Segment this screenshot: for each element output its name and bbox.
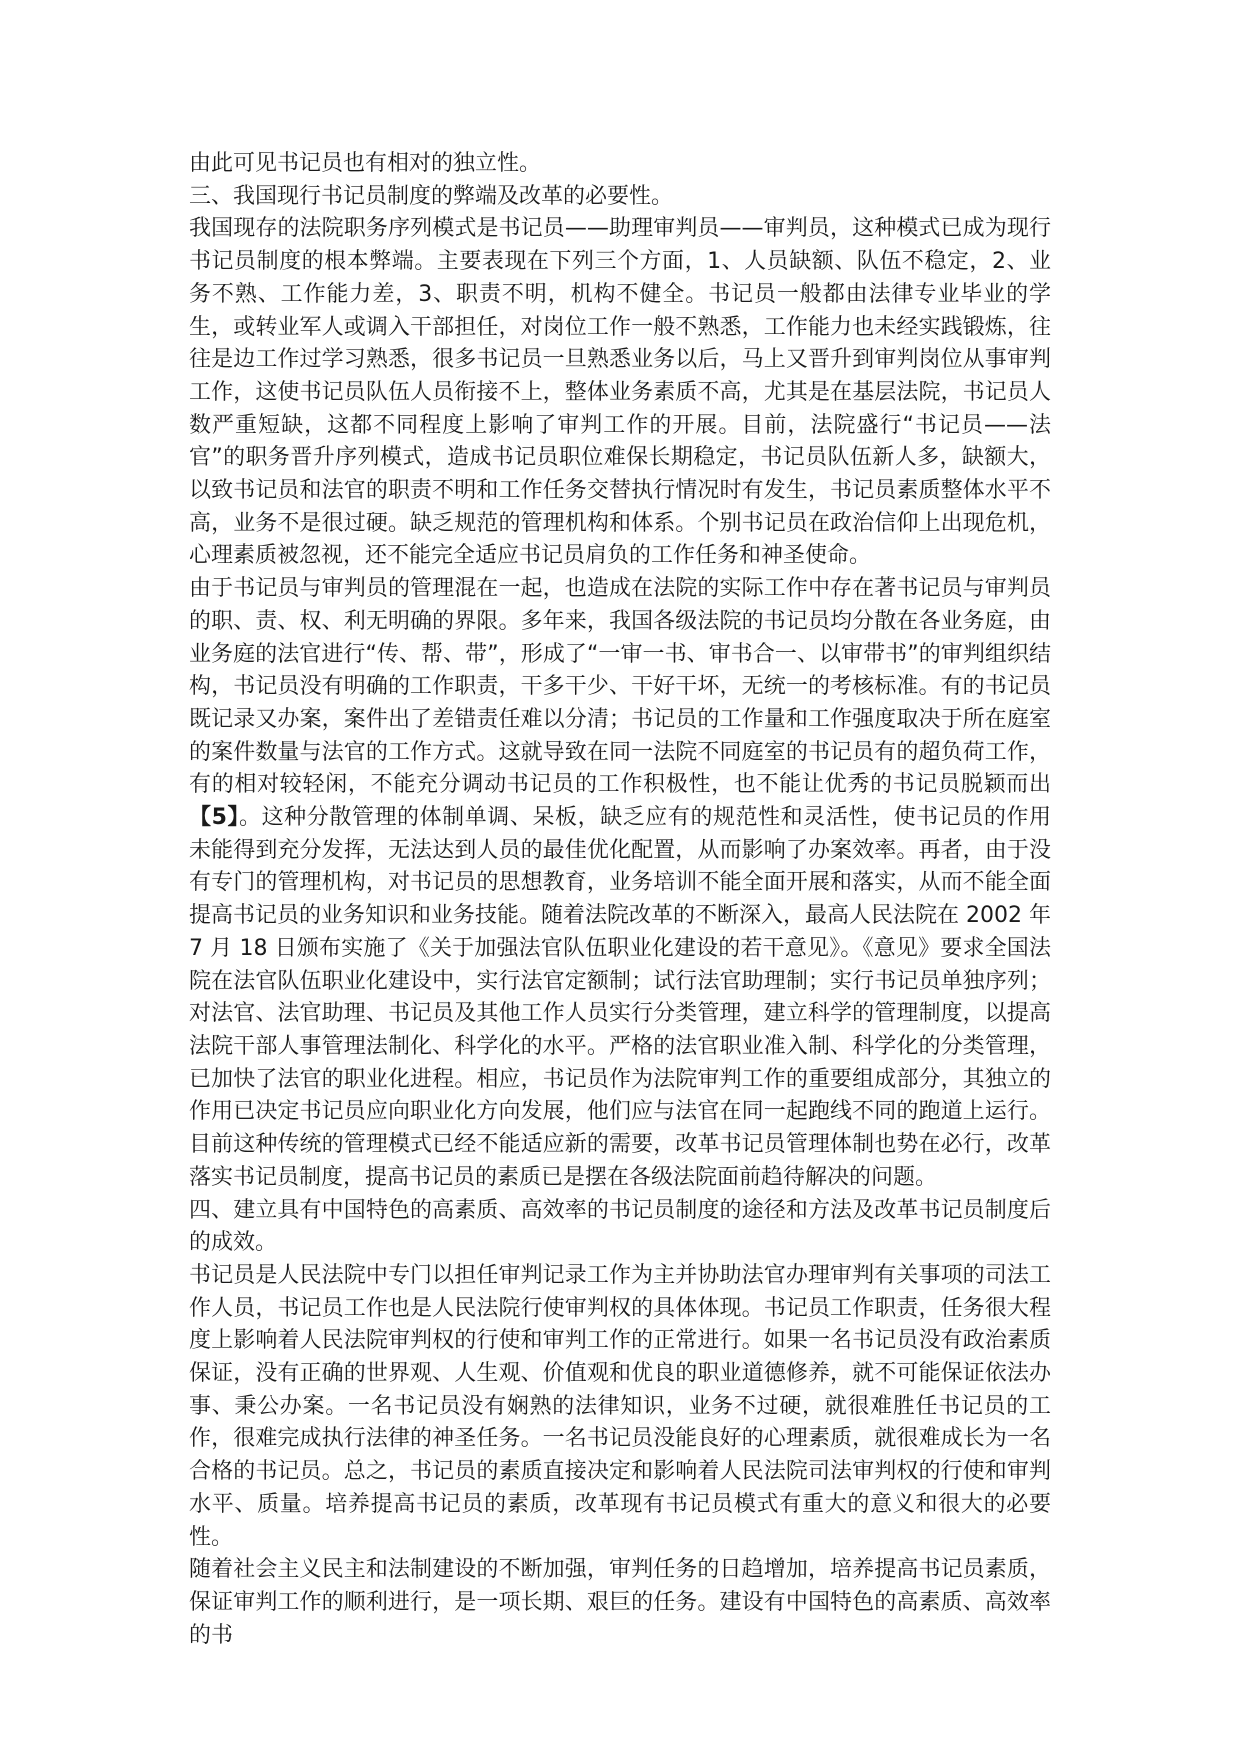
reference-marker: 【5】 <box>189 805 240 831</box>
paragraph-management-issues-part2: 。这种分散管理的体制单调、呆板，缺乏应有的规范性和灵活性，使书记员的作用未能得到充分发挥，无法达到人员的最佳优化配置，从而影响了办案效率。再者，由于没有专门的管理机构，对书记员的思想教育，业务培训不能全面开展和落实，从而不能全面提高书记员的业务知识和业务技能。随着法院改革的不断深入，最高人民法院在 2002 年 7 月 18 日颁布实施了《关于加强法官队伍职业化建设的若干意见》。《意见》要求全国法院在法官队伍职业化建设中，实行法官定额制；试行法官助理制；实行书记员单独序列；对法官、法官助理、书记员及其他工作人员实行分类管理，建立科学的管理制度，以提高法院干部人事管理法制化、科学化的水平。严格的法官职业准入制、科学化的分类管理，已加快了法官的职业化进程。相应，书记员作为法院审判工作的重要组成部分，其独立的作用已决定书记员应向职业化方向发展，他们应与法官在同一起跑线不同的跑道上运行。目前这种传统的管理模式已经不能适应新的需要，改革书记员管理体制也势在必行，改革落实书记员制度，提高书记员的素质已是摆在各级法院面前趋待解决的问题。 <box>189 805 1051 1190</box>
paragraph-long-term-task: 随着社会主义民主和法制建设的不断加强，审判任务的日趋增加，培养提高书记员素质，保证审判工作的顺利进行，是一项长期、艰巨的任务。建设有中国特色的高素质、高效率的书 <box>189 1557 1051 1648</box>
section-heading-four: 四、建立具有中国特色的高素质、高效率的书记员制度的途径和方法及改革书记员制度后的成效。 <box>189 1197 1051 1256</box>
section-heading-three: 三、我国现行书记员制度的弊端及改革的必要性。 <box>189 183 674 209</box>
paragraph-management-issues-part1: 由于书记员与审判员的管理混在一起，也造成在法院的实际工作中存在著书记员与审判员的职、责、权、利无明确的界限。多年来，我国各级法院的书记员均分散在各业务庭，由业务庭的法官进行“传、帮、带”，形成了“一审一书、审书合一、以审带书”的审判组织结构，书记员没有明确的工作职责，干多干少、干好干坏，无统一的考核标准。有的书记员既记录又办案，案件出了差错责任难以分清；书记员的工作量和工作强度取决于所在庭室的案件数量与法官的工作方式。这就导致在同一法院不同庭室的书记员有的超负荷工作，有的相对较轻闲，不能充分调动书记员的工作积极性，也不能让优秀的书记员脱颖而出 <box>189 576 1051 798</box>
paragraph-management-issues <box>189 573 1051 1194</box>
paragraph-current-problems: 我国现存的法院职务序列模式是书记员——助理审判员——审判员，这种模式已成为现行书记员制度的根本弊端。主要表现在下列三个方面，1、人员缺额、队伍不稳定，2、业务不熟、工作能力差，3、职责不明，机构不健全。书记员一般都由法律专业毕业的学生，或转业军人或调入干部担任，对岗位工作一般不熟悉，工作能力也未经实践锻炼，往往是边工作过学习熟悉，很多书记员一旦熟悉业务以后，马上又晋升到审判岗位从事审判工作，这使书记员队伍人员衔接不上，整体业务素质不高，尤其是在基层法院，书记员人数严重短缺，这都不同程度上影响了审判工作的开展。目前，法院盛行“书记员——法官”的职务晋升序列模式，造成书记员职位难保长期稳定，书记员队伍新人多，缺额大，以致书记员和法官的职责不明和工作任务交替执行情况时有发生，书记员素质整体水平不高，业务不是很过硬。缺乏规范的管理机构和体系。个别书记员在政治信仰上出现危机，心理素质被忽视，还不能完全适应书记员肩负的工作任务和神圣使命。 <box>189 216 1051 569</box>
paragraph-clerk-role: 书记员是人民法院中专门以担任审判记录工作为主并协助法官办理审判有关事项的司法工作人员，书记员工作也是人民法院行使审判权的具体体现。书记员工作职责，任务很大程度上影响着人民法院审判权的行使和审判工作的正常进行。如果一名书记员没有政治素质保证，没有正确的世界观、人生观、价值观和优良的职业道德修养，就不可能保证依法办事、秉公办案。一名书记员没有娴熟的法律知识，业务不过硬，就很难胜任书记员的工作，很难完成执行法律的神圣任务。一名书记员没能良好的心理素质，就很难成长为一名合格的书记员。总之，书记员的素质直接决定和影响着人民法院司法审判权的行使和审判水平、质量。培养提高书记员的素质，改革现有书记员模式有重大的意义和很大的必要性。 <box>189 1262 1051 1550</box>
paragraph-conclusion: 由此可见书记员也有相对的独立性。 <box>189 151 542 176</box>
document-page <box>189 148 1051 1652</box>
